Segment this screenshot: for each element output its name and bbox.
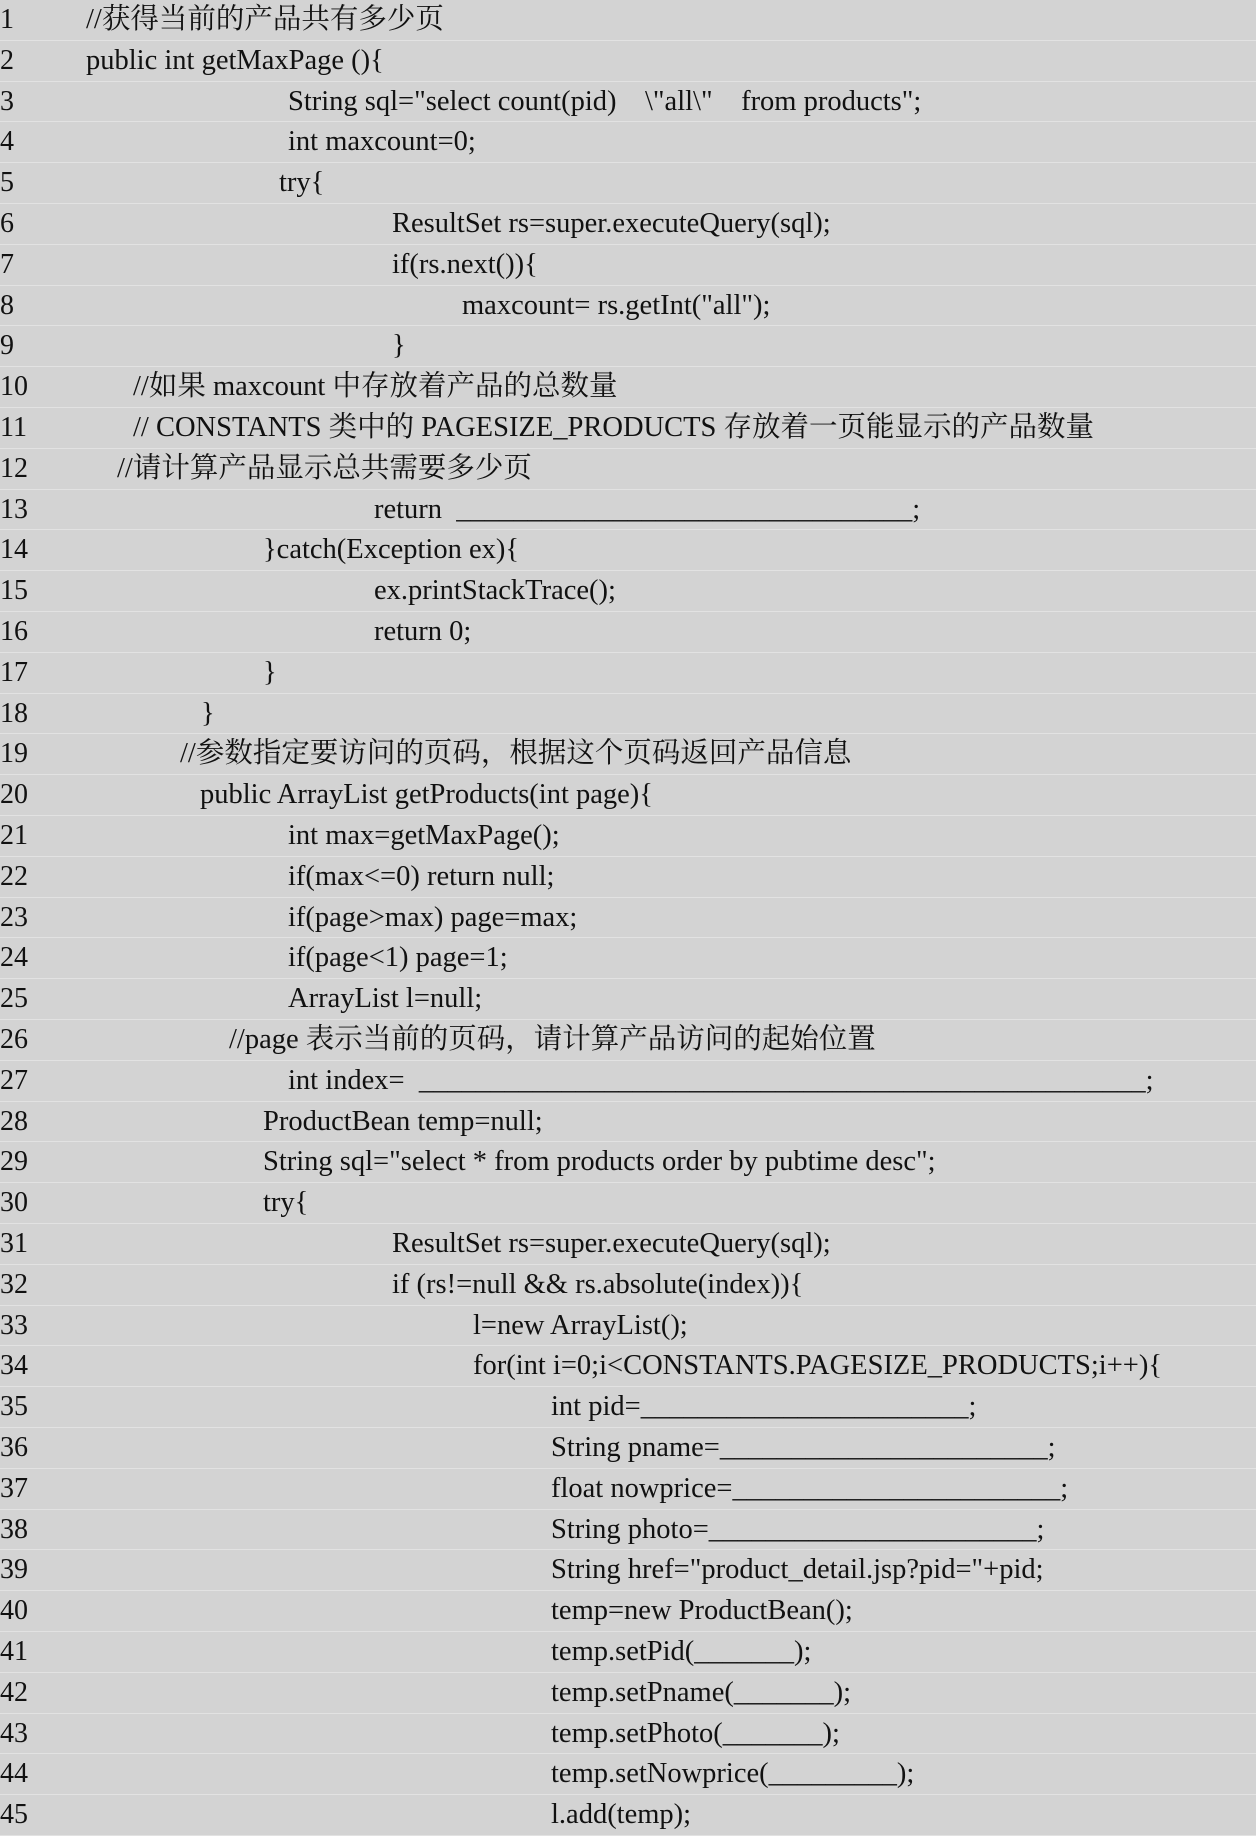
line-number: 36 <box>0 1432 28 1463</box>
line-number: 15 <box>0 575 28 607</box>
line-number: 17 <box>0 656 28 688</box>
line-number: 13 <box>0 493 28 525</box>
line-number: 30 <box>0 1187 28 1219</box>
line-number: 3 <box>0 85 14 117</box>
line-number: 37 <box>0 1472 28 1504</box>
line-number: 22 <box>0 860 28 892</box>
code-line <box>0 1469 1256 1510</box>
line-number: 23 <box>0 901 28 933</box>
line-code: String href="product_detail.jsp?pid="+pid; <box>551 1554 1044 1586</box>
code-line <box>0 1183 1256 1224</box>
code-line <box>0 938 1256 979</box>
line-code: try{ <box>263 1187 309 1219</box>
line-code: l=new ArrayList(); <box>473 1309 688 1341</box>
line-code: public int getMaxPage (){ <box>86 44 384 76</box>
line-code: } <box>392 330 406 362</box>
line-code: if(max<=0) return null; <box>288 860 555 892</box>
line-number: 29 <box>0 1146 28 1178</box>
code-line <box>0 571 1256 612</box>
line-number: 18 <box>0 697 28 729</box>
line-code: if(page<1) page=1; <box>288 942 508 974</box>
line-number: 33 <box>0 1309 28 1341</box>
code-line <box>0 326 1256 367</box>
code-line <box>0 245 1256 286</box>
line-number: 44 <box>0 1758 28 1790</box>
line-number: 35 <box>0 1391 28 1423</box>
line-number: 2 <box>0 44 14 76</box>
line-code: String pname=_______________________; <box>551 1432 1056 1463</box>
line-number: 6 <box>0 208 14 239</box>
line-number: 45 <box>0 1799 28 1831</box>
line-code: return 0; <box>374 616 472 647</box>
code-line <box>0 1306 1256 1347</box>
line-code: int max=getMaxPage(); <box>288 820 560 851</box>
line-number: 10 <box>0 371 28 403</box>
line-code: //如果 maxcount 中存放着产品的总数量 <box>133 371 618 403</box>
line-code: temp.setPhoto(_______); <box>551 1717 840 1749</box>
line-number: 14 <box>0 534 28 566</box>
line-number: 34 <box>0 1350 28 1382</box>
line-number: 40 <box>0 1595 28 1627</box>
code-line <box>0 1020 1256 1061</box>
line-code: } <box>263 656 277 688</box>
line-code: temp.setPid(_______); <box>551 1636 812 1667</box>
code-line <box>0 734 1256 775</box>
code-line <box>0 1632 1256 1673</box>
line-code: ResultSet rs=super.executeQuery(sql); <box>392 208 831 239</box>
line-code: temp=new ProductBean(); <box>551 1595 853 1627</box>
line-number: 21 <box>0 820 28 851</box>
line-code: maxcount= rs.getInt("all"); <box>462 289 771 321</box>
code-line <box>0 122 1256 163</box>
code-line <box>0 41 1256 82</box>
code-line <box>0 1754 1256 1795</box>
line-code: }catch(Exception ex){ <box>263 534 520 566</box>
code-line <box>0 0 1256 41</box>
code-line <box>0 286 1256 327</box>
code-line <box>0 775 1256 816</box>
code-line <box>0 1102 1256 1143</box>
line-number: 7 <box>0 248 14 280</box>
code-line <box>0 204 1256 245</box>
code-line <box>0 1714 1256 1755</box>
line-code: try{ <box>279 167 325 199</box>
line-code: if (rs!=null && rs.absolute(index)){ <box>392 1268 804 1300</box>
line-number: 26 <box>0 1024 28 1055</box>
line-number: 4 <box>0 126 14 158</box>
line-code: //page 表示当前的页码，请计算产品访问的起始位置 <box>229 1024 876 1055</box>
line-number: 32 <box>0 1268 28 1300</box>
code-line <box>0 1673 1256 1714</box>
line-code: String sql="select count(pid) \"all\" from products"; <box>288 85 922 117</box>
line-code: int pid=_______________________; <box>551 1391 977 1423</box>
code-line <box>0 1387 1256 1428</box>
code-line <box>0 530 1256 571</box>
line-code: float nowprice=_______________________; <box>551 1472 1069 1504</box>
line-number: 42 <box>0 1676 28 1708</box>
line-code: l.add(temp); <box>551 1799 692 1831</box>
line-number: 41 <box>0 1636 28 1667</box>
line-code: ex.printStackTrace(); <box>374 575 616 607</box>
code-line <box>0 163 1256 204</box>
code-line <box>0 82 1256 123</box>
line-number: 27 <box>0 1064 28 1096</box>
line-code: ResultSet rs=super.executeQuery(sql); <box>392 1228 831 1259</box>
line-code: // CONSTANTS 类中的 PAGESIZE_PRODUCTS 存放着一页能显示的产品数量 <box>133 412 1094 443</box>
code-line <box>0 408 1256 449</box>
line-code: temp.setNowprice(_________); <box>551 1758 915 1790</box>
code-line <box>0 857 1256 898</box>
code-line <box>0 694 1256 735</box>
line-code: String photo=_______________________; <box>551 1513 1045 1545</box>
code-line <box>0 1265 1256 1306</box>
line-number: 38 <box>0 1513 28 1545</box>
code-line <box>0 1510 1256 1551</box>
line-number: 20 <box>0 779 28 811</box>
line-code: } <box>201 697 215 729</box>
line-code: if(rs.next()){ <box>392 248 538 280</box>
code-line <box>0 1550 1256 1591</box>
line-code: //参数指定要访问的页码，根据这个页码返回产品信息 <box>180 738 852 770</box>
line-number: 9 <box>0 330 14 362</box>
code-line <box>0 979 1256 1020</box>
line-number: 31 <box>0 1228 28 1259</box>
line-code: int index= ___________________________________________________; <box>288 1064 1154 1096</box>
line-number: 1 <box>0 4 14 35</box>
code-line <box>0 1142 1256 1183</box>
line-code: if(page>max) page=max; <box>288 901 578 933</box>
line-code: int maxcount=0; <box>288 126 476 158</box>
code-line <box>0 816 1256 857</box>
code-line <box>0 367 1256 408</box>
code-line <box>0 1428 1256 1469</box>
code-line <box>0 898 1256 939</box>
code-line <box>0 1346 1256 1387</box>
line-number: 25 <box>0 983 28 1015</box>
line-number: 43 <box>0 1717 28 1749</box>
line-code: ProductBean temp=null; <box>263 1105 543 1137</box>
code-line <box>0 449 1256 490</box>
code-line <box>0 1224 1256 1265</box>
line-number: 16 <box>0 616 28 647</box>
line-number: 19 <box>0 738 28 770</box>
line-code: public ArrayList getProducts(int page){ <box>200 779 653 811</box>
code-line <box>0 1795 1256 1836</box>
line-code: temp.setPname(_______); <box>551 1676 851 1708</box>
line-number: 28 <box>0 1105 28 1137</box>
line-number: 5 <box>0 167 14 199</box>
line-number: 12 <box>0 452 28 484</box>
code-line <box>0 653 1256 694</box>
line-number: 11 <box>0 412 27 443</box>
line-number: 39 <box>0 1554 28 1586</box>
line-code: return ________________________________; <box>374 493 921 525</box>
code-line <box>0 490 1256 531</box>
line-code: ArrayList l=null; <box>288 983 483 1015</box>
code-line <box>0 1061 1256 1102</box>
line-number: 8 <box>0 289 14 321</box>
code-line <box>0 1591 1256 1632</box>
line-number: 24 <box>0 942 28 974</box>
line-code: for(int i=0;i<CONSTANTS.PAGESIZE_PRODUCTS;i++){ <box>473 1350 1163 1382</box>
line-code: String sql="select * from products order by pubtime desc"; <box>263 1146 936 1178</box>
line-code: //获得当前的产品共有多少页 <box>86 4 444 35</box>
line-code: //请计算产品显示总共需要多少页 <box>117 452 532 484</box>
code-line <box>0 612 1256 653</box>
